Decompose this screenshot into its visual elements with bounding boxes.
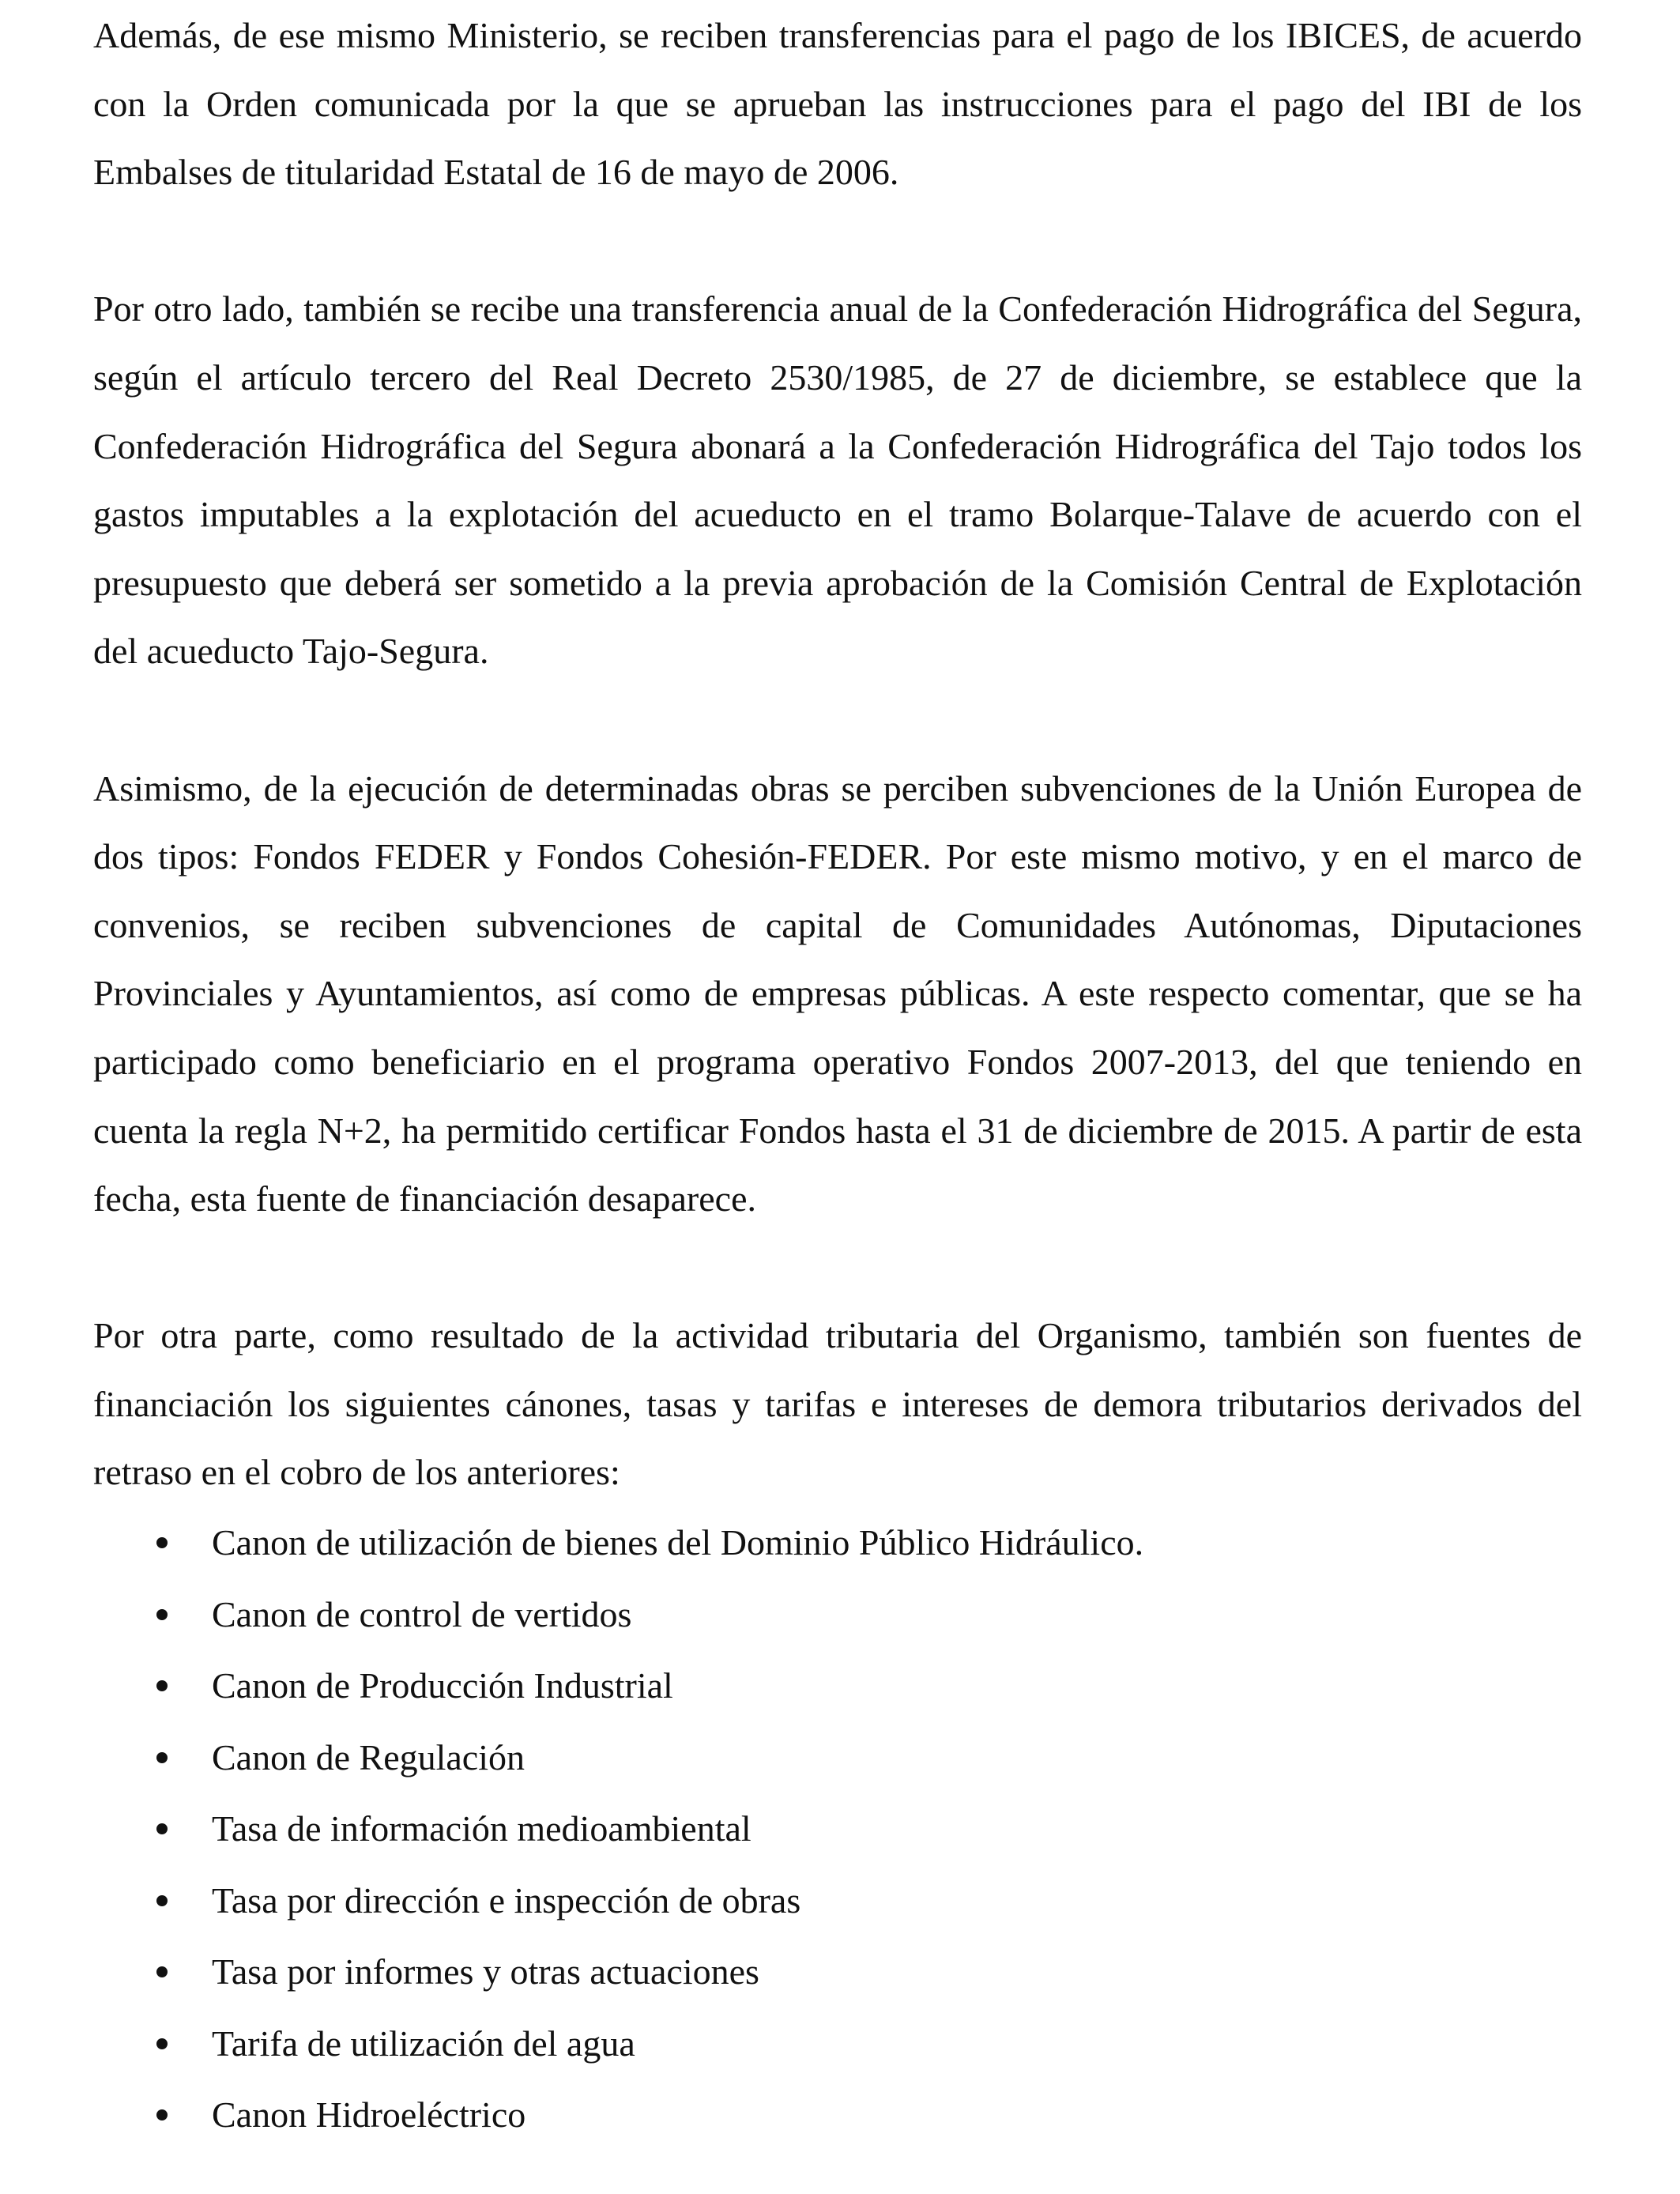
list-item-text: Tasa por dirección e inspección de obras bbox=[212, 1879, 801, 1921]
list-item-text: Canon de Producción Industrial bbox=[212, 1665, 673, 1706]
list-item-text: Canon de control de vertidos bbox=[212, 1593, 632, 1634]
list-item-text: Tasa de información medioambiental bbox=[212, 1808, 751, 1849]
list-item-text: Canon Hidroeléctrico bbox=[212, 2094, 526, 2136]
bullet-icon bbox=[156, 2038, 168, 2049]
document-body bbox=[93, 2, 1582, 2151]
list-item bbox=[93, 1936, 1582, 2008]
bullet-icon bbox=[156, 1609, 168, 1620]
paragraph-eu-subsidies: Asimismo, de la ejecución de determinadas obras se perciben subvenciones de la Unión Europea de dos tipos: Fondos FEDER y Fondos Cohesión-FEDER. Por este mismo motivo, y en el marco de convenios, se reciben subvenciones de capital de Comunidades Autónomas, Diputaciones Provinciales y Ayuntamientos, así como de empresas públicas. A este respecto comentar, que se ha participado como beneficiario en el programa operativo Fondos 2007-2013, del que teniendo en cuenta la regla N+2, ha permitido certificar Fondos hasta el 31 de diciembre de 2015. A partir de esta fecha, esta fuente de financiación desaparece. bbox=[93, 767, 1582, 1220]
list-item-text: Canon de Regulación bbox=[212, 1736, 525, 1777]
bullet-icon bbox=[156, 2109, 168, 2120]
list-item-text: Tarifa de utilización del agua bbox=[212, 2022, 635, 2064]
list-item bbox=[93, 1865, 1582, 1937]
paragraph-ibices-transfers: Además, de ese mismo Ministerio, se reciben transferencias para el pago de los IBICES, de acuerdo con la Orden comunicada por la que se aprueban las instrucciones para el pago del IBI de los Embalses de titularidad Estatal de 16 de mayo de 2006. bbox=[93, 15, 1582, 193]
fees-bullet-list bbox=[93, 1507, 1582, 2151]
list-item bbox=[93, 2008, 1582, 2080]
list-item-text: Canon de utilización de bienes del Dominio Público Hidráulico. bbox=[212, 1522, 1144, 1563]
list-item-text: Tasa por informes y otras actuaciones bbox=[212, 1951, 759, 1992]
paragraph-tax-activity: Por otra parte, como resultado de la actividad tributaria del Organismo, también son fuentes de financiación los siguientes cánones, tasas y tarifas e intereses de demora tributarios derivados del retraso en el cobro de los anteriores: bbox=[93, 1315, 1582, 1493]
paragraph-segura-transfer: Por otro lado, también se recibe una transferencia anual de la Confederación Hidrográfica del Segura, según el artículo tercero del Real Decreto 2530/1985, de 27 de diciembre, se establece que la Confederación Hidrográfica del Segura abonará a la Confederación Hidrográfica del Tajo todos los gastos imputables a la explotación del acueducto en el tramo Bolarque-Talave de acuerdo con el presupuesto que deberá ser sometido a la previa aprobación de la Comisión Central de Explotación del acueducto Tajo-Segura. bbox=[93, 288, 1582, 672]
bullet-icon bbox=[156, 1752, 168, 1763]
list-item bbox=[93, 1579, 1582, 1651]
bullet-icon bbox=[156, 1680, 168, 1691]
list-item bbox=[93, 1650, 1582, 1722]
bullet-icon bbox=[156, 1823, 168, 1834]
bullet-icon bbox=[156, 1537, 168, 1548]
bullet-icon bbox=[156, 1966, 168, 1977]
bullet-icon bbox=[156, 1895, 168, 1906]
list-item bbox=[93, 1793, 1582, 1865]
list-item bbox=[93, 2079, 1582, 2151]
list-item bbox=[93, 1722, 1582, 1794]
list-item bbox=[93, 1507, 1582, 1579]
